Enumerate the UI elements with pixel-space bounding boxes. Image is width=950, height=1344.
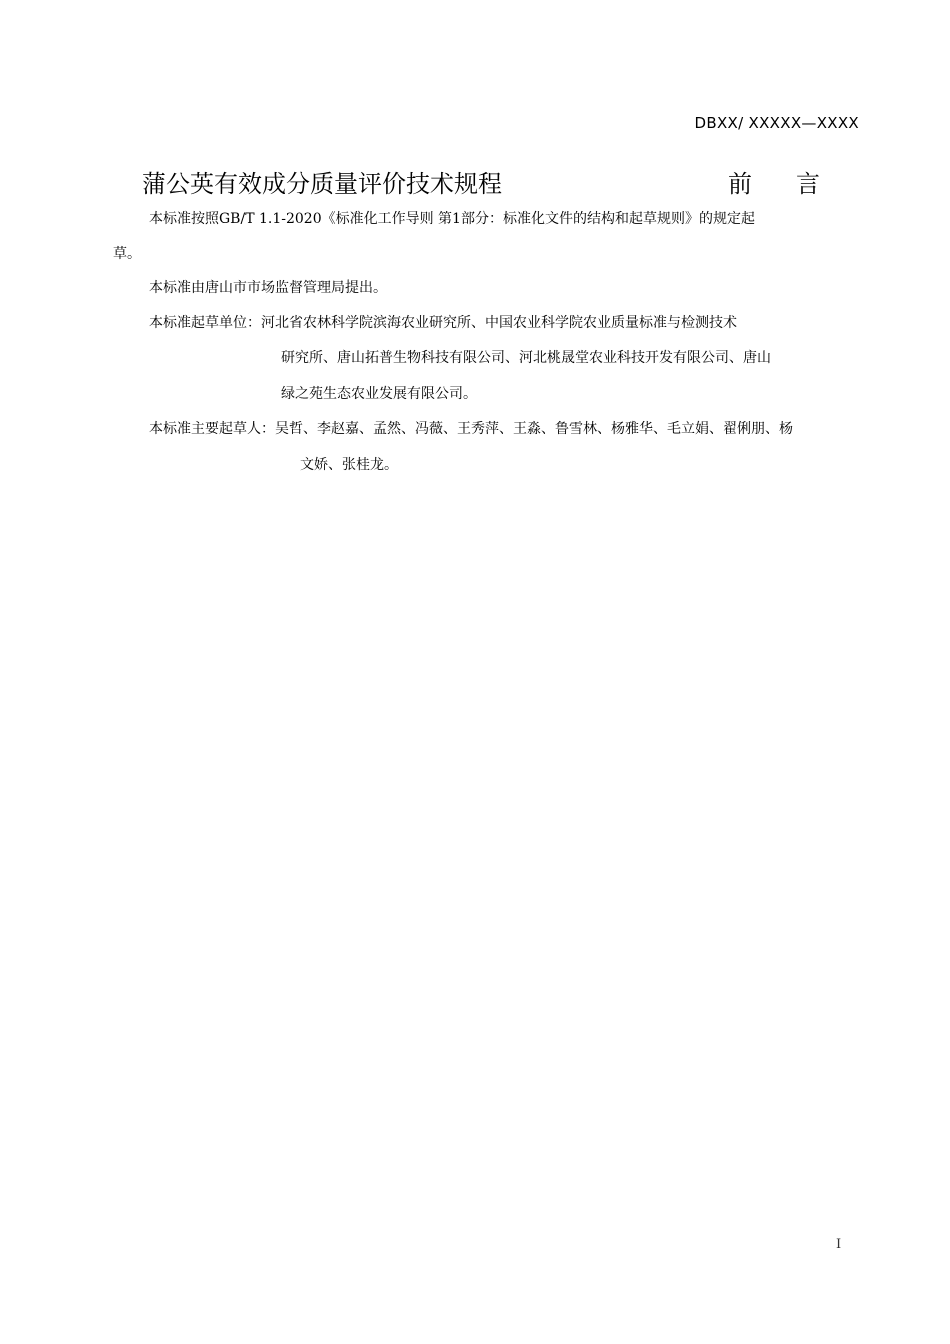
section-heading-char-2: 言 — [796, 170, 820, 198]
drafting-units-line-3: 绿之苑生态农业发展有限公司。 — [281, 386, 477, 402]
document-title: 蒲公英有效成分质量评价技术规程 — [142, 170, 502, 198]
section-heading-foreword — [728, 164, 820, 199]
page-number: I — [836, 1237, 842, 1252]
proposer-paragraph: 本标准由唐山市市场监督管理局提出。 — [149, 280, 387, 296]
main-drafters-line-1: 本标准主要起草人：吴哲、李赵嘉、孟然、冯薇、王秀萍、王淼、鲁雪林、杨雅华、毛立娟、翟俐朋、杨 — [149, 421, 793, 437]
section-heading-char-1: 前 — [728, 170, 752, 198]
drafting-basis-line-2: 草。 — [113, 246, 141, 262]
drafting-units-line-2: 研究所、唐山拓普生物科技有限公司、河北桃晟堂农业科技开发有限公司、唐山 — [281, 350, 771, 366]
main-drafters-line-2: 文娇、张桂龙。 — [300, 457, 398, 473]
drafting-basis-line-1: 本标准按照GB/T 1.1-2020《标准化工作导则 第1部分：标准化文件的结构和起草规则》的规定起 — [149, 211, 755, 227]
standard-code: DBXX/ XXXXX—XXXX — [694, 114, 859, 132]
drafting-units-line-1: 本标准起草单位：河北省农林科学院滨海农业研究所、中国农业科学院农业质量标准与检测技术 — [149, 315, 737, 331]
